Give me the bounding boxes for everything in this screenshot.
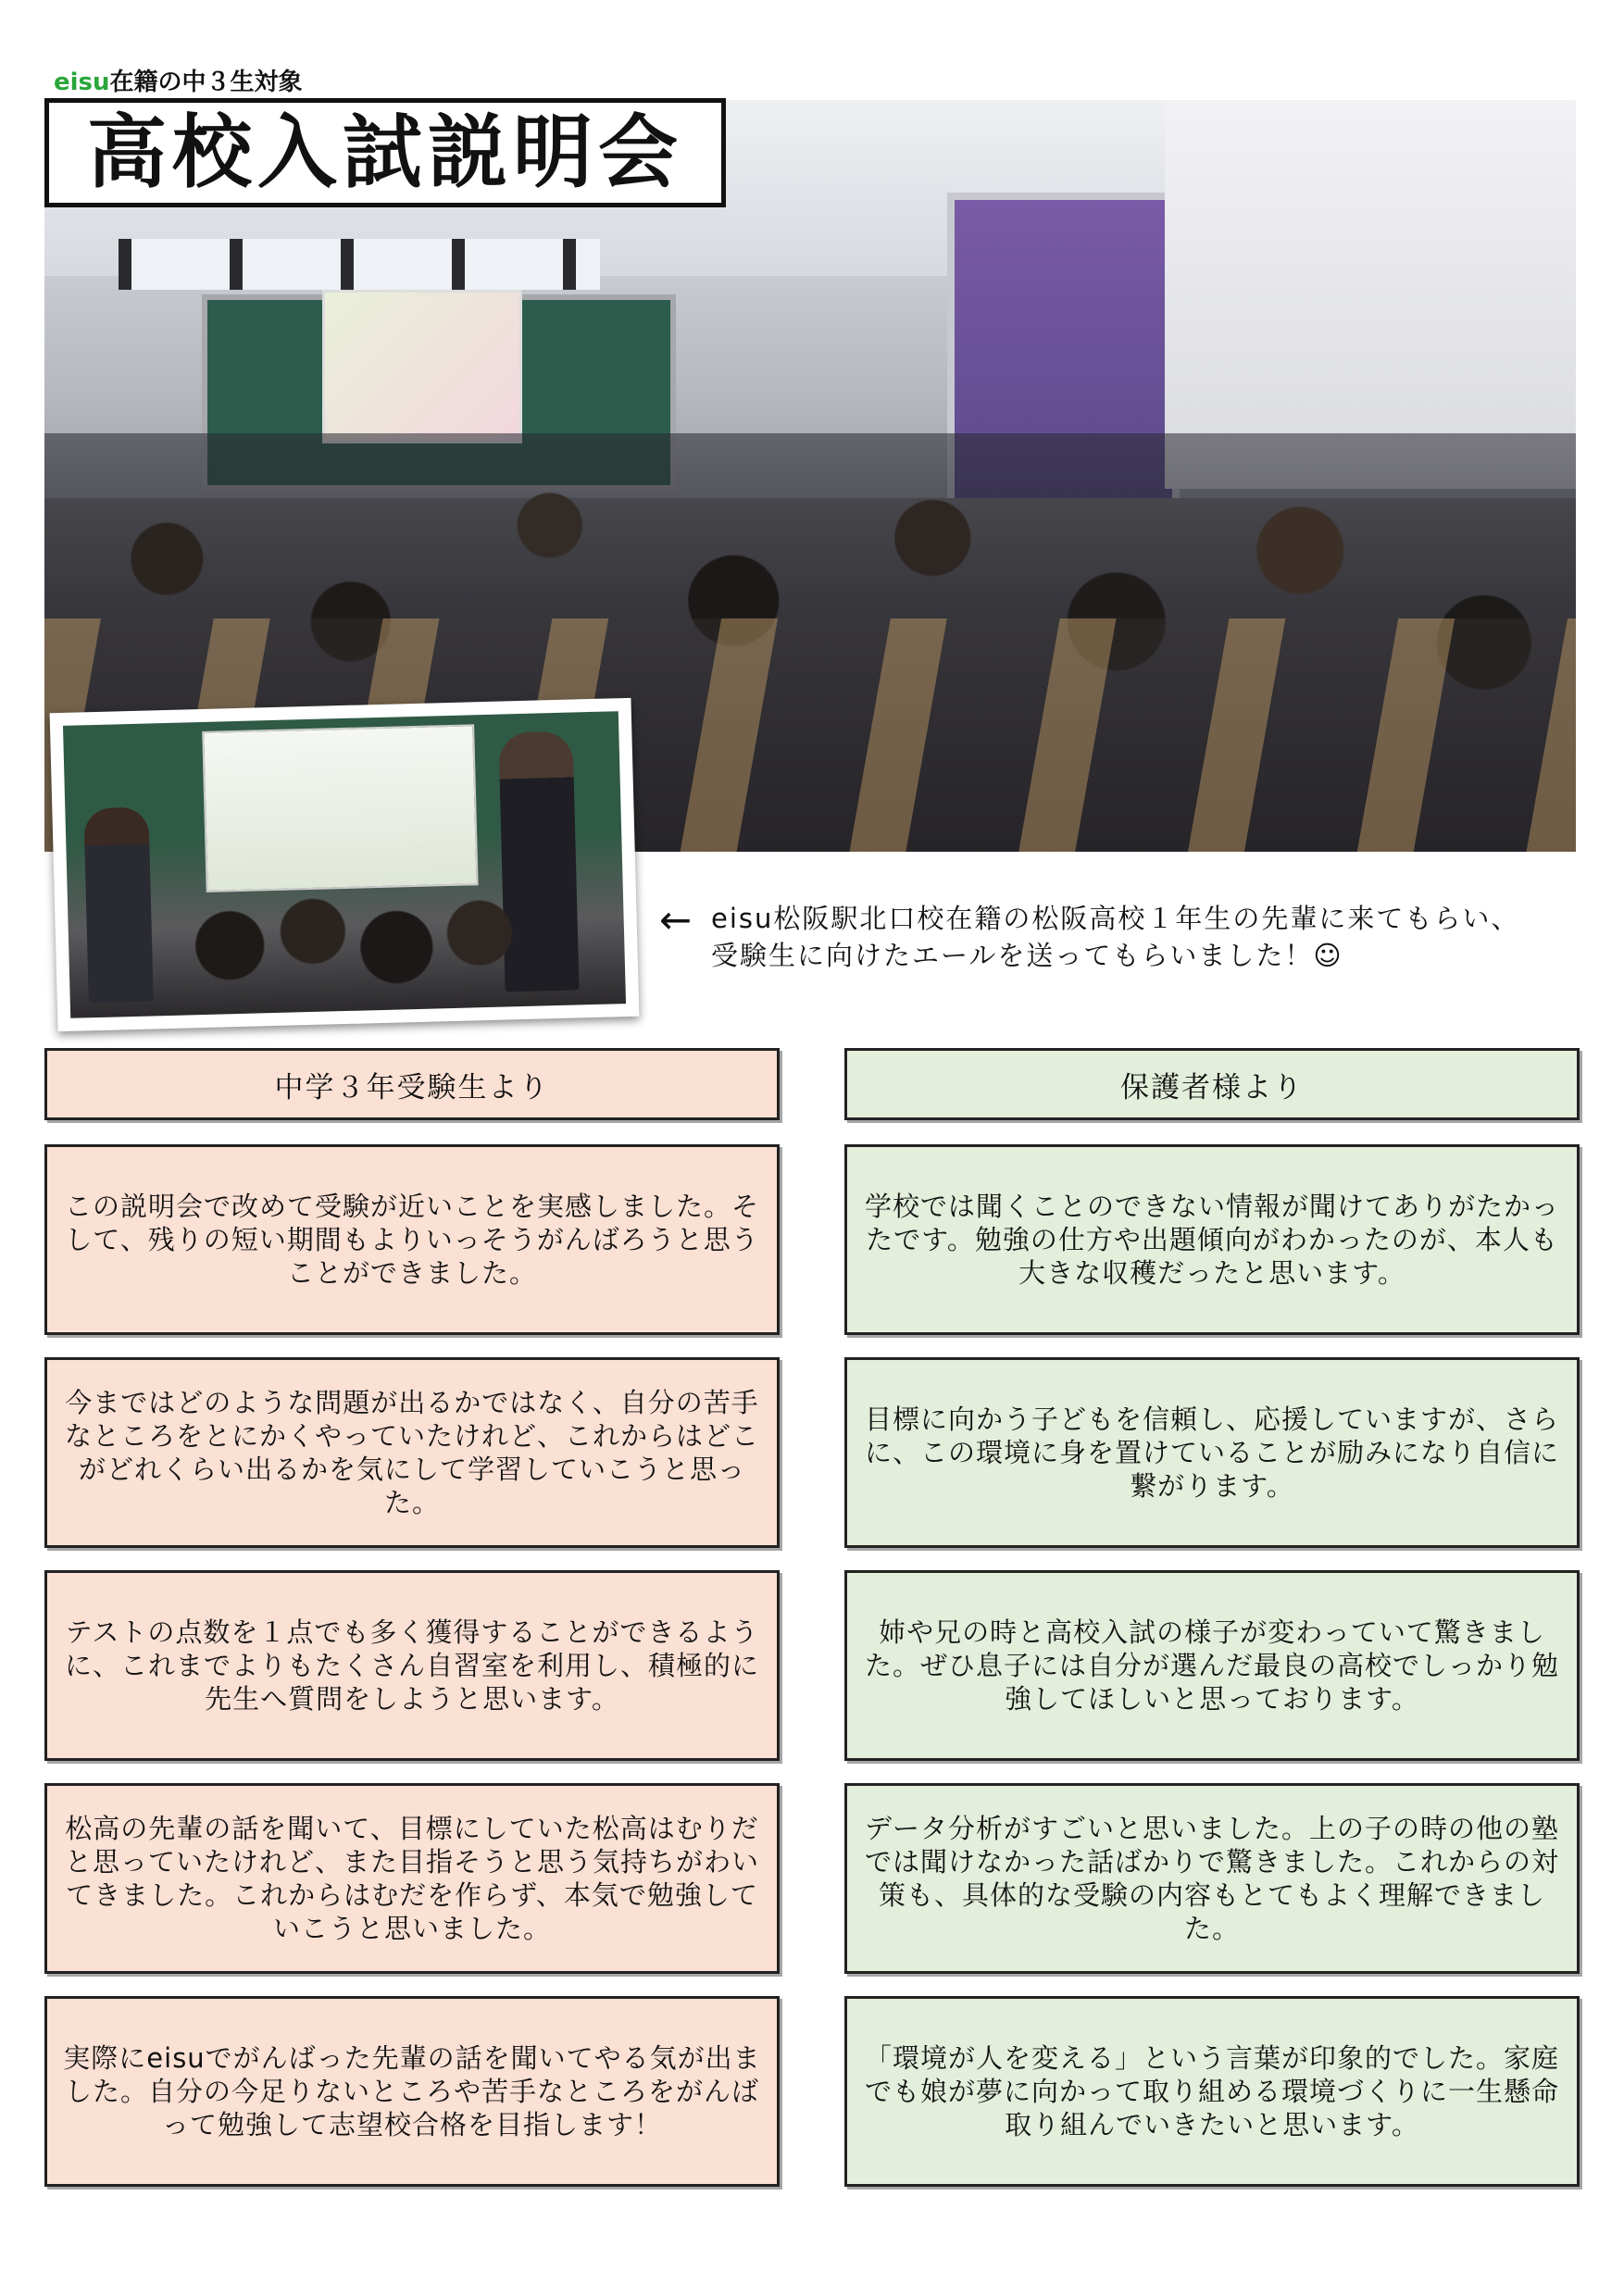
parent-comment-text: 目標に向かう子どもを信頼し、応援していますが、さらに、この環境に身を置けていることが励みになり自信に繋がります。: [864, 1404, 1559, 1502]
parent-comment-text: 「環境が人を変える」という言葉が印象的でした。家庭でも娘が夢に向かって取り組める環境づくりに一生懸命取り組んでいきたいと思います。: [864, 2042, 1559, 2140]
parent-comment-text: 姉や兄の時と高校入試の様子が変わっていて驚きました。ぜひ息子には自分が選んだ最良の高校でしっかり勉強してほしいと思っております。: [864, 1616, 1559, 1715]
brand-name: eisu: [54, 69, 110, 96]
parent-comment-2: [844, 1357, 1580, 1548]
page-title: 高校入試説明会: [87, 106, 683, 199]
parent-comment-text: 学校では聞くことのできない情報が聞けてありがたかったです。勉強の仕方や出題傾向がわかったのが、本人も大きな収穫だったと思います。: [864, 1191, 1559, 1289]
inset-audience: [179, 890, 515, 1018]
photo-windows: [119, 239, 600, 290]
page-title-box: [44, 98, 726, 207]
student-comment-text: 実際にeisuでがんばった先輩の話を聞いてやる気が出ました。自分の今足りないところや苦手なところをがんばって勉強して志望校合格を目指します！: [63, 2042, 761, 2140]
parent-comment-3: [844, 1570, 1580, 1761]
student-comment-text: この説明会で改めて受験が近いことを実感しました。そして、残りの短い期間もよりいっそうがんばろうと思うことができました。: [64, 1191, 759, 1289]
student-comment-1: [44, 1144, 780, 1335]
parent-comment-5: [844, 1996, 1580, 2187]
inset-teacher: [83, 807, 153, 1004]
inset-photo-image: [63, 711, 626, 1018]
student-comment-5: [44, 1996, 780, 2187]
photo-wall: [1165, 100, 1576, 489]
students-header: 中学３年受験生より: [44, 1048, 780, 1120]
parent-comment-1: [844, 1144, 1580, 1335]
student-comment-3: [44, 1570, 780, 1761]
kicker-text: 在籍の中３生対象: [109, 69, 303, 96]
parents-header: 保護者様より: [844, 1048, 1580, 1120]
senior-speech-photo: [50, 698, 640, 1031]
photo-projector-screen: [322, 290, 522, 443]
caption-text: eisu松阪駅北口校在籍の松阪高校１年生の先輩に来てもらい、受験生に向けたエールを送ってもらいました！☺: [711, 903, 1520, 971]
left-arrow-icon: ←: [659, 897, 693, 942]
student-comment-text: 松高の先輩の話を聞いて、目標にしていた松高はむりだと思っていたけれど、また目指そうと思う気持ちがわいてきました。これからはむだを作らず、本気で勉強していこうと思いました。: [64, 1813, 759, 1944]
event-kicker: [54, 69, 303, 96]
parent-comment-text: データ分析がすごいと思いました。上の子の時の他の塾では聞けなかった話ばかりで驚きました。これからの対策も、具体的な受験の内容もとてもよく理解できました。: [864, 1813, 1559, 1944]
student-comment-text: テストの点数を１点でも多く獲得することができるように、これまでよりもたくさん自習室を利用し、積極的に先生へ質問をしようと思います。: [64, 1616, 759, 1715]
parent-comment-4: [844, 1783, 1580, 1974]
photo-caption: [659, 897, 1548, 974]
student-comment-text: 今まではどのような問題が出るかではなく、自分の苦手なところをとにかくやっていたけれど、これからはどこがどれくらい出るかを気にして学習していこうと思った。: [64, 1387, 759, 1518]
inset-slide: [202, 724, 478, 892]
student-comment-2: [44, 1357, 780, 1548]
student-comment-4: [44, 1783, 780, 1974]
